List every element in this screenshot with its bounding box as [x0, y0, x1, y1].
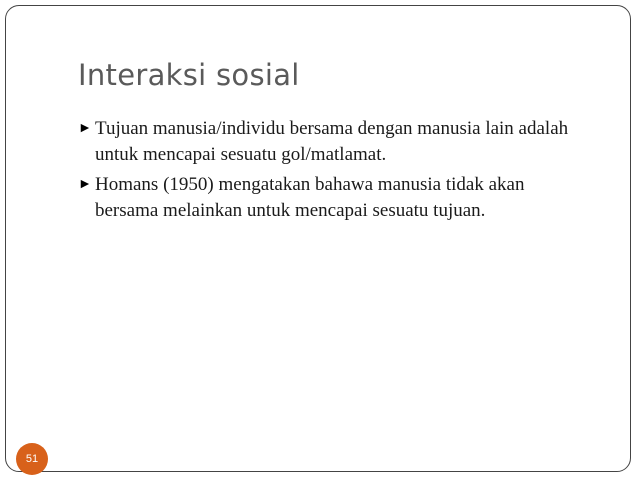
bullet-text: Tujuan manusia/individu bersama dengan manusia lain adalah untuk mencapai sesuatu gol/matlamat.: [95, 118, 569, 165]
slide-title: Interaksi sosial: [78, 58, 300, 92]
slide-number-badge: 51: [16, 443, 48, 475]
slide-frame: [5, 5, 631, 472]
bullet-arrow-icon: ►: [78, 177, 92, 192]
bullet-list: [78, 116, 578, 228]
bullet-item: [78, 116, 578, 168]
bullet-arrow-icon: ►: [78, 121, 92, 136]
bullet-text: Homans (1950) mengatakan bahawa manusia tidak akan bersama melainkan untuk mencapai sesuatu tujuan.: [95, 174, 525, 221]
bullet-item: [78, 172, 578, 224]
